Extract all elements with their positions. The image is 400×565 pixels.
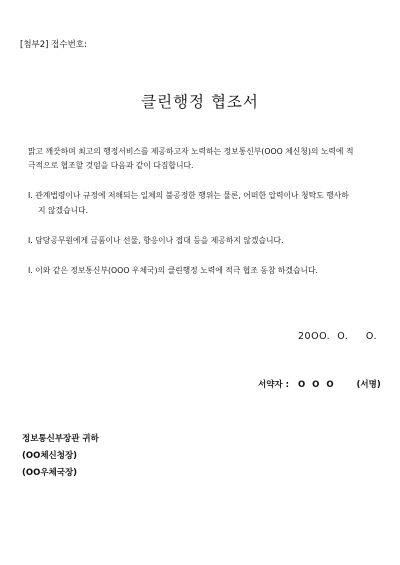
pledge-date: 20OO. O. O. — [298, 331, 378, 342]
intro-line-1: 맑고 깨끗하며 최고의 행정서비스를 제공하고자 노력하는 정보통신부(OOO 체신청)의 노력에 적 — [28, 147, 354, 156]
document-title: 클린행정 협조서 — [141, 93, 259, 111]
intro-line-2: 극적으로 협조할 것임을 다음과 같이 다짐합니다. — [28, 161, 194, 170]
pledge-item-1: Ⅰ. 관계법령이나 규정에 저해되는 일체의 불공정한 행위는 물론, 어떠한 압력이나 청탁도 행사하 — [28, 191, 349, 200]
signer-name: O O O — [297, 380, 336, 390]
recipient-postal-office: (OO체신청장) — [22, 451, 78, 461]
signature-line — [258, 378, 381, 390]
signature-mark: (서명) — [356, 380, 381, 390]
attachment-receipt-number: [첨부2] 접수번호: — [20, 40, 87, 50]
recipient-post-office: (OO우체국장) — [22, 468, 78, 478]
pledge-item-2: Ⅰ. 담당공무원에게 금품이나 선물, 향응이나 접대 등을 제공하지 않겠습니다. — [28, 236, 284, 245]
pledge-item-3: Ⅰ. 이와 같은 정보통신부(OOO 우체국)의 클린행정 노력에 적극 협조 동참 하겠습니다. — [28, 266, 319, 275]
signer-label: 서약자 : — [258, 380, 289, 390]
pledge-item-1-continued: 지 않겠습니다. — [38, 206, 89, 215]
recipient-minister: 정보통신부장관 귀하 — [22, 434, 99, 444]
